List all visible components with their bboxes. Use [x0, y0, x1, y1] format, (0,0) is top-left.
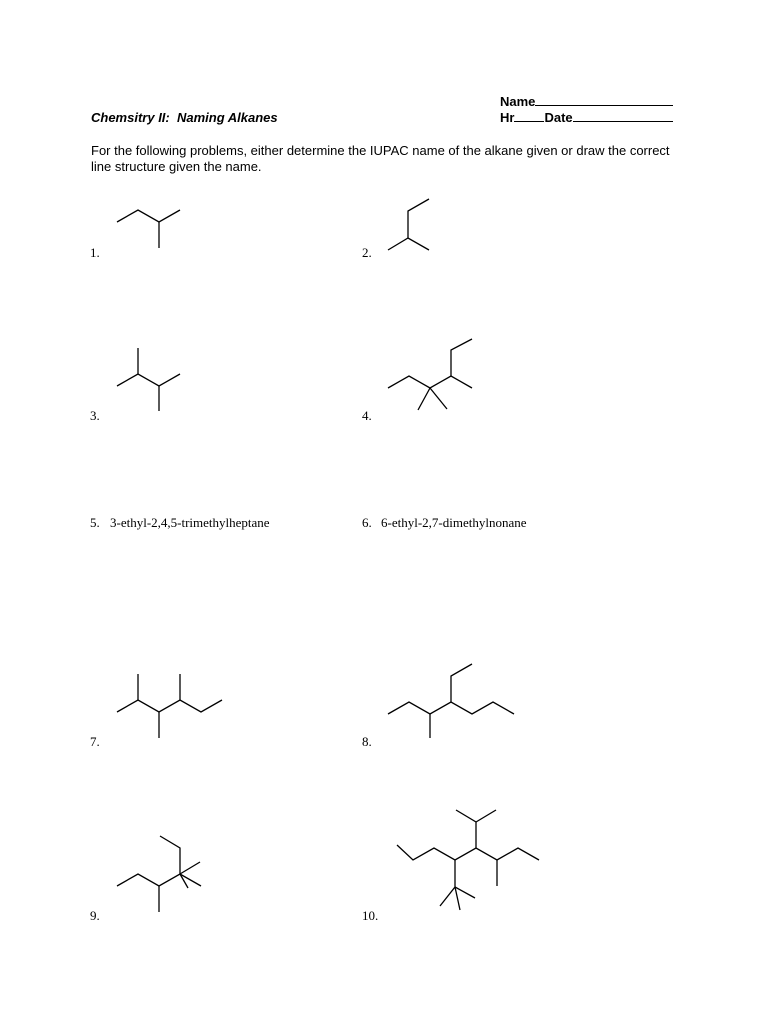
name-label: Name	[500, 94, 536, 109]
structure-9	[117, 836, 201, 912]
structure-1	[117, 210, 180, 248]
structure-4	[388, 339, 472, 410]
structure-7	[117, 674, 222, 738]
problem-number: 4.	[362, 408, 372, 423]
compound-name: 6-ethyl-2,7-dimethylnonane	[381, 515, 527, 530]
instructions-text: For the following problems, either determine the IUPAC name of the alkane given or draw the correct line structure given the name.	[91, 143, 670, 174]
problem-number: 10.	[362, 908, 379, 923]
problem-number: 7.	[90, 734, 100, 749]
worksheet-title: Chemsitry II: Naming Alkanes	[91, 110, 278, 125]
problem-number: 8.	[362, 734, 372, 749]
structure-3	[117, 348, 180, 411]
structure-8	[388, 664, 514, 738]
structure-10	[397, 810, 539, 910]
problem-number: 2.	[362, 245, 372, 260]
date-label: Date	[544, 110, 573, 125]
problem-number: 5.	[90, 515, 100, 530]
hr-label: Hr	[500, 110, 515, 125]
structure-2	[388, 199, 429, 250]
problem-number: 6.	[362, 515, 372, 530]
problem-number: 1.	[90, 245, 100, 260]
problem-number: 3.	[90, 408, 100, 423]
problem-number: 9.	[90, 908, 100, 923]
compound-name: 3-ethyl-2,4,5-trimethylheptane	[110, 515, 270, 530]
